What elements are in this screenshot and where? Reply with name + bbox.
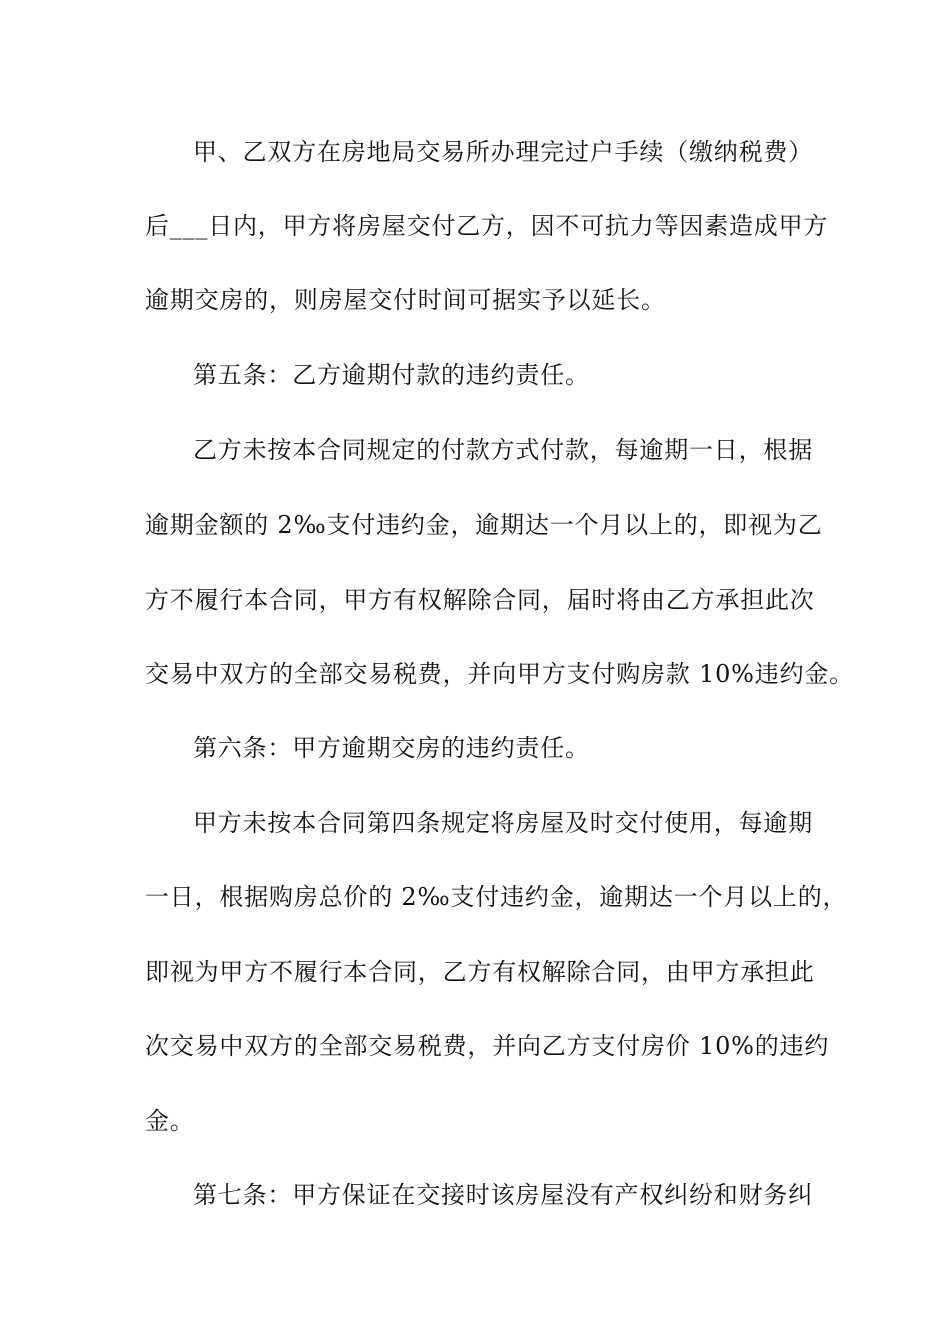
text-line: 一日，根据购房总价的 2‰支付违约金，逾期达一个月以上的， [145,883,848,911]
text-line: 甲方未按本合同第四条规定将房屋及时交付使用，每逾期 [193,809,813,837]
text-line: 金。 [145,1107,195,1135]
text-line: 后___日内，甲方将房屋交付乙方，因不可抗力等因素造成甲方 [145,212,829,240]
article-heading: 第五条：乙方逾期付款的违约责任。 [193,361,590,389]
text-line: 逾期金额的 2‰支付违约金，逾期达一个月以上的，即视为乙 [145,511,823,539]
text-line: 交易中双方的全部交易税费，并向甲方支付购房款 10%违约金。 [145,660,854,688]
text-line: 乙方未按本合同规定的付款方式付款，每逾期一日，根据 [193,436,813,464]
article-heading: 第七条：甲方保证在交接时该房屋没有产权纠纷和财务纠 [193,1181,813,1209]
article-heading: 第六条：甲方逾期交房的违约责任。 [193,734,590,762]
text-line: 方不履行本合同，甲方有权解除合同，届时将由乙方承担此次 [145,586,815,614]
text-line: 甲、乙双方在房地局交易所办理完过户手续（缴纳税费） [193,138,813,166]
text-line: 即视为甲方不履行本合同，乙方有权解除合同，由甲方承担此 [145,958,815,986]
text-line: 逾期交房的，则房屋交付时间可据实予以延长。 [145,286,666,314]
text-line: 次交易中双方的全部交易税费，并向乙方支付房价 10%的违约 [145,1032,830,1060]
